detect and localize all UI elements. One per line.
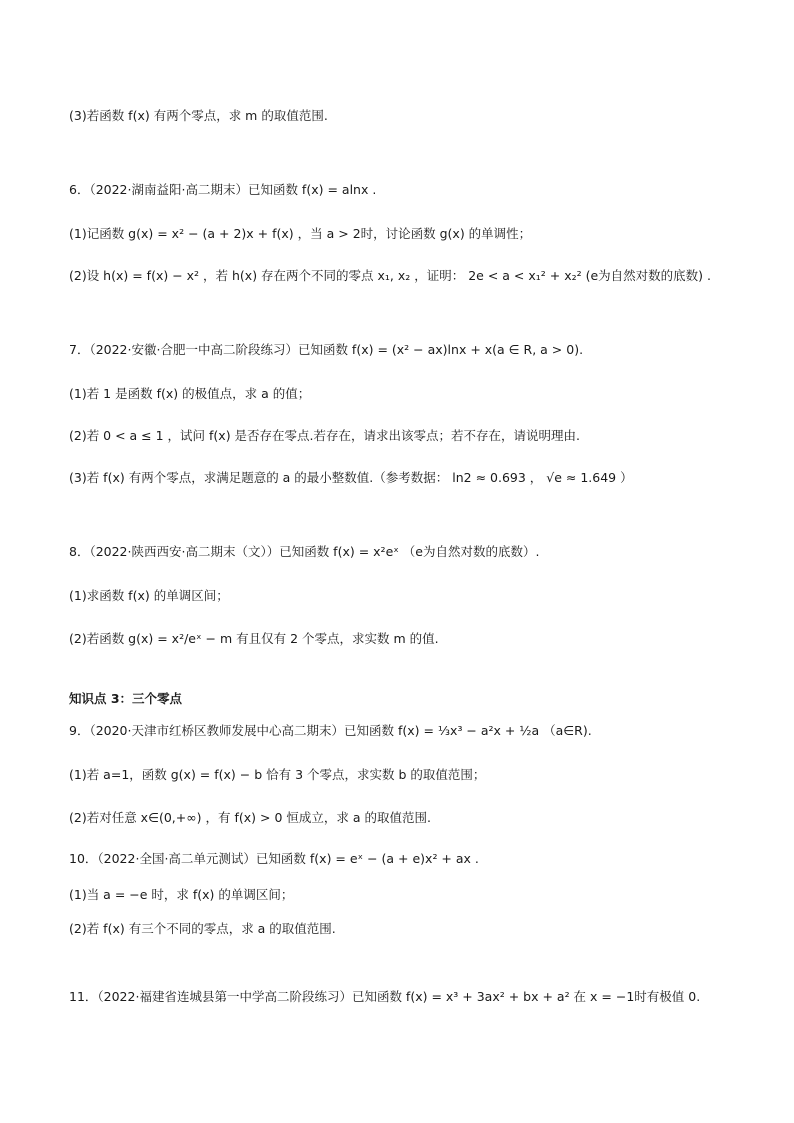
problem-6-stem: 6．（2022·湖南益阳·高二期末）已知函数 f(x) = alnx . <box>69 182 377 197</box>
problem-8-part-2: (2)若函数 g(x) = x²/eˣ − m 有且仅有 2 个零点，求实数 m 的值. <box>69 631 439 646</box>
problem-9-part-2: (2)若对任意 x∈(0,+∞) ，有 f(x) > 0 恒成立，求 a 的取值范围. <box>69 810 431 825</box>
problem-7-part-2: (2)若 0 < a ≤ 1 ，试问 f(x) 是否存在零点.若存在，请求出该零点；若不存在，请说明理由. <box>69 428 581 443</box>
problem-10-stem: 10．（2022·全国·高二单元测试）已知函数 f(x) = eˣ − (a + e)x² + ax . <box>69 851 479 866</box>
problem-10-part-1: (1)当 a = −e 时，求 f(x) 的单调区间； <box>69 887 294 902</box>
problem-9-stem: 9．（2020·天津市红桥区教师发展中心高二期末）已知函数 f(x) = ⅓x³ − a²x + ½a （a∈R). <box>69 723 592 738</box>
section-heading: 知识点 3：三个零点 <box>69 691 183 706</box>
problem-7-stem: 7．（2022·安徽·合肥一中高二阶段练习）已知函数 f(x) = (x² − ax)lnx + x(a ∈ R, a > 0). <box>69 342 584 357</box>
problem-8-part-1: (1)求函数 f(x) 的单调区间； <box>69 588 229 603</box>
problem-8-stem: 8．（2022·陕西西安·高二期末（文））已知函数 f(x) = x²eˣ （e为自然对数的底数）. <box>69 544 540 559</box>
problem-5-part-3: (3)若函数 f(x) 有两个零点，求 m 的取值范围. <box>69 108 328 123</box>
problem-7-part-1: (1)若 1 是函数 f(x) 的极值点，求 a 的值； <box>69 386 311 401</box>
problem-6-part-2: (2)设 h(x) = f(x) − x² ，若 h(x) 存在两个不同的零点 x₁, x₂ ，证明： 2e < a < x₁² + x₂² (e为自然对数的底数) . <box>69 268 711 283</box>
problem-6-part-1: (1)记函数 g(x) = x² − (a + 2)x + f(x) ，当 a > 2时，讨论函数 g(x) 的单调性； <box>69 226 532 241</box>
problem-9-part-1: (1)若 a=1，函数 g(x) = f(x) − b 恰有 3 个零点，求实数 b 的取值范围； <box>69 767 486 782</box>
problem-7-part-3: (3)若 f(x) 有两个零点，求满足题意的 a 的最小整数值.（参考数据： ln2 ≈ 0.693 ， √e ≈ 1.649 ） <box>69 470 633 485</box>
problem-11-stem: 11．（2022·福建省连城县第一中学高二阶段练习）已知函数 f(x) = x³ + 3ax² + bx + a² 在 x = −1时有极值 0. <box>69 989 701 1004</box>
problem-10-part-2: (2)若 f(x) 有三个不同的零点，求 a 的取值范围. <box>69 921 336 936</box>
